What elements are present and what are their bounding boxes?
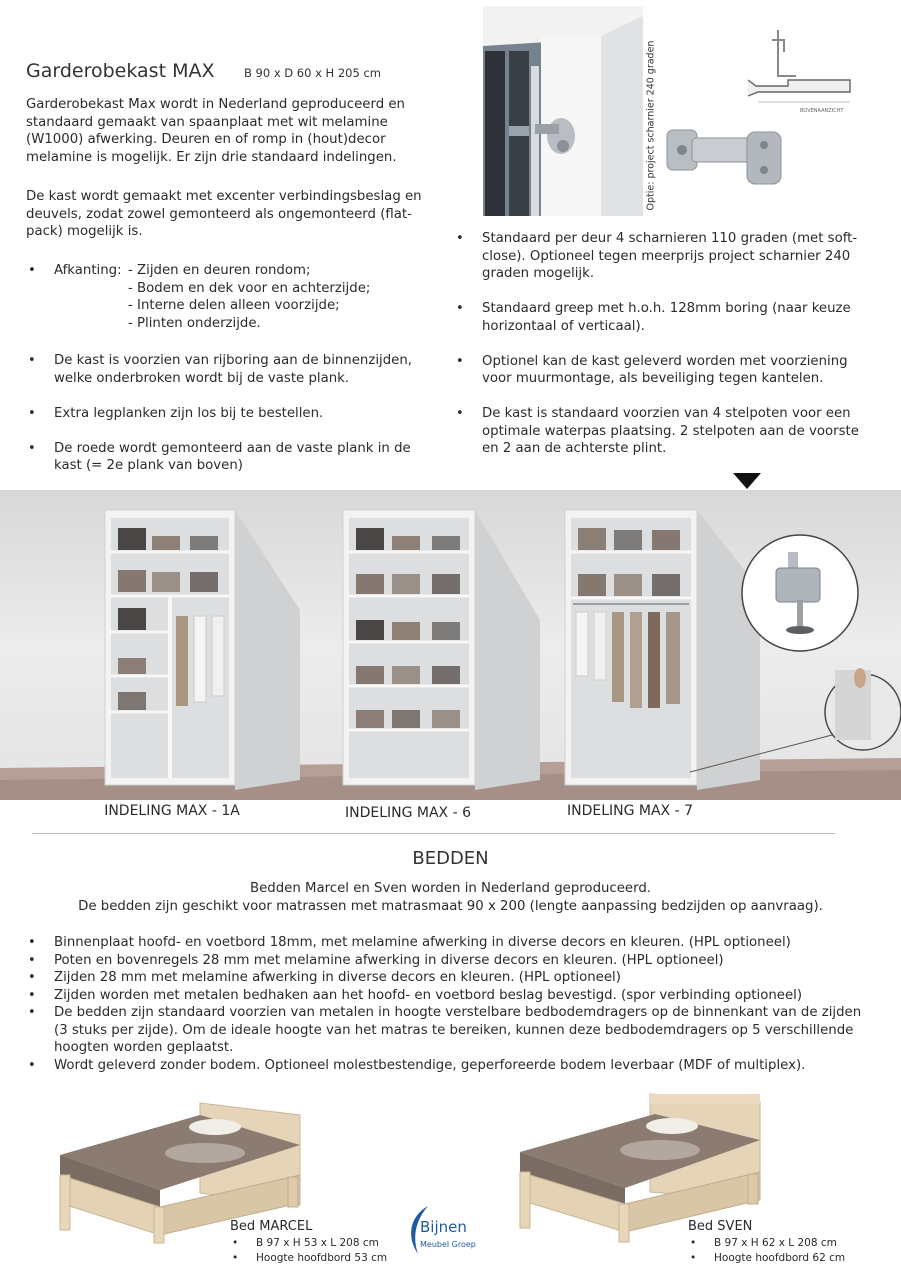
wardrobe-scene [0, 490, 901, 800]
hinge-photo [483, 6, 643, 216]
list-item: • De roede wordt gemonteerd aan de vaste plank in de kast (= 2e plank van boven) [26, 440, 426, 475]
afkanting-list [128, 262, 428, 332]
layout-label-1a: INDELING MAX - 1A [104, 803, 240, 819]
wardrobe-intro: Garderobekast Max wordt in Nederland geproduceerd en standaard gemaakt van spaanplaat met wit melamine (W1000) afwerking. Deuren en of romp in (hout)decor melamine is mogelijk. Er zijn drie standaard indelingen. [26, 97, 405, 165]
afkanting-item: - Interne delen alleen voorzijde; [128, 298, 340, 313]
list-item: • Optionel kan de kast geleverd worden met voorziening voor muurmontage, als beveiliging tegen kantelen. [454, 353, 864, 388]
beds-intro-2: De bedden zijn geschikt voor matrassen met matrasmaat 90 x 200 (lengte aanpassing bedzijden op aanvraag). [78, 899, 823, 914]
list-item: • Hoogte hoofdbord 62 cm [688, 1251, 888, 1266]
beds-intro-1: Bedden Marcel en Sven worden in Nederland geproduceerd. [249, 881, 652, 896]
list-item: • Hoogte hoofdbord 53 cm [230, 1251, 430, 1266]
bed-marcel-name: Bed MARCEL [230, 1219, 313, 1234]
layout-label-7: INDELING MAX - 7 [566, 803, 694, 819]
arrow-down-icon [733, 473, 761, 489]
logo-name: Bijnen [420, 1218, 467, 1236]
section-divider [32, 833, 835, 834]
afkanting-item: - Zijden en deuren rondom; [128, 263, 311, 278]
top-view-label: BOVENAANZICHT [800, 108, 844, 114]
list-item: • De kast is standaard voorzien van 4 stelpoten voor een optimale waterpas plaatsing. 2 stelpoten aan de voorste en 2 aan de achterste plint. [454, 405, 864, 458]
bed-marcel-specs [230, 1236, 430, 1266]
hinge-photo-panel [483, 6, 643, 216]
wardrobe-title: Garderobekast MAX [26, 60, 215, 82]
bed-sven-specs [688, 1236, 888, 1266]
layout-label-6: INDELING MAX - 6 [344, 805, 472, 821]
afkanting-item: - Bodem en dek voor en achterzijde; [128, 280, 371, 296]
afkanting-label: Afkanting: [54, 263, 122, 278]
bullet-dot: • [28, 263, 36, 278]
right-bullet-list [454, 230, 864, 458]
list-item: • De kast is voorzien van rijboring aan de binnenzijden, welke onderbroken wordt bij de vaste plank. [26, 352, 426, 387]
list-item: • Extra legplanken zijn los bij te bestellen. [26, 405, 426, 423]
wardrobe-scene-illustration [0, 490, 901, 800]
list-item: • Zijden worden met metalen bedhaken aan het hoofd- en voetbord beslag bevestigd. (spor verbinding optioneel) [26, 987, 876, 1005]
wardrobe-construction: De kast wordt gemaakt met excenter verbindingsbeslag en deuvels, zodat zowel gemonteerd als ongemonteerd (flat-pack) mogelijk is. [26, 189, 422, 239]
list-item: • Binnenplaat hoofd- en voetbord 18mm, met melamine afwerking in diverse decors en kleuren. (HPL optioneel) [26, 934, 876, 952]
list-item: • Standaard greep met h.o.h. 128mm boring (naar keuze horizontaal of verticaal). [454, 300, 864, 335]
afkanting-item: - Plinten onderzijde. [128, 315, 261, 331]
top-view-drawing [748, 10, 852, 120]
hinge-caption: Optie: project scharnier 240 graden [645, 40, 657, 211]
list-item: • B 97 x H 53 x L 208 cm [230, 1236, 430, 1251]
list-item: • B 97 x H 62 x L 208 cm [688, 1236, 888, 1251]
wardrobe-dimensions: B 90 x D 60 x H 205 cm [244, 66, 381, 80]
top-view-icon [748, 10, 852, 120]
list-item: • Wordt geleverd zonder bodem. Optioneel molestbestendige, geperforeerde bodem leverbaar (MDF of multiplex). [26, 1057, 876, 1075]
logo [404, 1202, 494, 1262]
beds-bullet-list [26, 934, 876, 1074]
list-item: • Poten en bovenregels 28 mm met melamine afwerking in diverse decors en kleuren. (HPL optioneel) [26, 952, 876, 970]
beds-heading: BEDDEN [412, 848, 489, 869]
logo-sub: Meubel Groep [420, 1240, 476, 1249]
afkanting-block [26, 262, 426, 331]
left-bullet-list [26, 352, 426, 475]
list-item: • Standaard per deur 4 scharnieren 110 graden (met soft-close). Optioneel tegen meerprijs project scharnier 240 graden mogelijk. [454, 230, 864, 283]
list-item: • De bedden zijn standaard voorzien van metalen in hoogte verstelbare bedbodemdragers op de binnenkant van de zijden (3 stuks per zijde). Om de ideale hoogte van het matras te bereiken, kunnen deze bedbodemdragers op 5 verschillende hoogten worden geplaatst. [26, 1004, 876, 1057]
bed-sven-name: Bed SVEN [688, 1219, 753, 1234]
list-item: • Zijden 28 mm met melamine afwerking in diverse decors en kleuren. (HPL optioneel) [26, 969, 876, 987]
